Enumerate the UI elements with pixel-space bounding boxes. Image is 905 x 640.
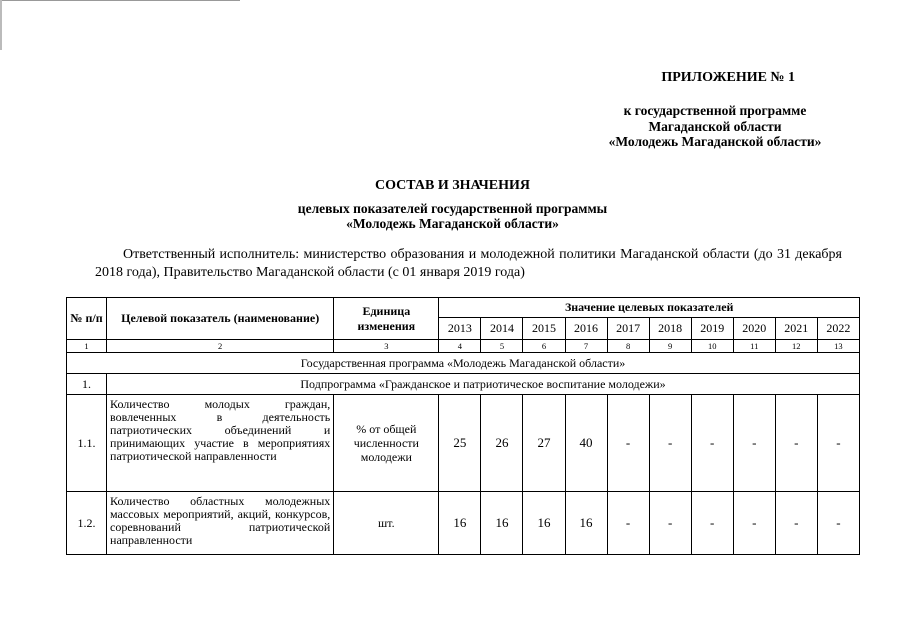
column-index-row: [67, 340, 860, 353]
appendix-line-3: «Молодежь Магаданской области»: [608, 134, 822, 149]
col-index: 2: [107, 340, 334, 353]
subtitle-line-2: «Молодежь Магаданской области»: [346, 216, 559, 231]
col-index: 11: [733, 340, 775, 353]
row-value: -: [775, 395, 817, 492]
row-value: -: [607, 395, 649, 492]
year-2017: 2017: [607, 318, 649, 340]
header-num: № п/п: [67, 298, 107, 340]
col-index: 1: [67, 340, 107, 353]
appendix-heading: [661, 70, 795, 104]
appendix-reference: [590, 103, 840, 150]
col-index: 13: [817, 340, 859, 353]
row-value: 27: [523, 395, 565, 492]
header-unit: Единица изменения: [334, 298, 439, 340]
program-title: Государственная программа «Молодежь Магаданской области»: [67, 353, 860, 374]
year-2019: 2019: [691, 318, 733, 340]
col-index: 3: [334, 340, 439, 353]
row-value: -: [817, 395, 859, 492]
subprogram-title: Подпрограмма «Гражданское и патриотическое воспитание молодежи»: [107, 374, 860, 395]
row-value: -: [607, 492, 649, 555]
header-indicator: Целевой показатель (наименование): [107, 298, 334, 340]
row-indicator: Количество молодых граждан, вовлеченных в деятельность патриотических объединений и принимающих участие в мероприятиях патриотической направленности: [107, 395, 334, 492]
row-value: -: [733, 492, 775, 555]
row-value: -: [733, 395, 775, 492]
year-2018: 2018: [649, 318, 691, 340]
table-row: [67, 492, 860, 555]
table-row: [67, 395, 860, 492]
scan-edge-mark: [0, 0, 2, 50]
col-index: 4: [439, 340, 481, 353]
scan-border-mark: [0, 0, 240, 4]
row-value: 26: [481, 395, 523, 492]
col-index: 8: [607, 340, 649, 353]
row-value: -: [649, 395, 691, 492]
row-value: -: [691, 395, 733, 492]
year-2015: 2015: [523, 318, 565, 340]
year-2020: 2020: [733, 318, 775, 340]
row-value: -: [775, 492, 817, 555]
row-value: 16: [565, 492, 607, 555]
header-row-1: [67, 298, 860, 318]
col-index: 12: [775, 340, 817, 353]
row-value: 16: [481, 492, 523, 555]
row-num: 1.1.: [67, 395, 107, 492]
year-2022: 2022: [817, 318, 859, 340]
appendix-title: ПРИЛОЖЕНИЕ № 1: [661, 70, 795, 85]
program-row: [67, 353, 860, 374]
appendix-line-1: к государственной программе: [623, 103, 807, 118]
row-value: 16: [523, 492, 565, 555]
document-subtitle: [0, 201, 905, 231]
responsible-executor: Ответственный исполнитель: министерство образования и молодежной политики Магаданской области (до 31 декабря 2018 года), Правительство Магаданской области (с 01 января 2019 года): [95, 247, 842, 280]
year-2014: 2014: [481, 318, 523, 340]
col-index: 5: [481, 340, 523, 353]
col-index: 6: [523, 340, 565, 353]
row-value: 25: [439, 395, 481, 492]
document-title: СОСТАВ И ЗНАЧЕНИЯ: [374, 178, 531, 193]
year-2016: 2016: [565, 318, 607, 340]
col-index: 9: [649, 340, 691, 353]
row-value: 16: [439, 492, 481, 555]
row-value: -: [691, 492, 733, 555]
row-num: 1.2.: [67, 492, 107, 555]
col-index: 10: [691, 340, 733, 353]
row-value: -: [649, 492, 691, 555]
year-2013: 2013: [439, 318, 481, 340]
subprogram-num: 1.: [67, 374, 107, 395]
row-unit: % от общей численности молодежи: [334, 395, 439, 492]
indicators-table: [66, 297, 860, 555]
row-unit: шт.: [334, 492, 439, 555]
col-index: 7: [565, 340, 607, 353]
subtitle-line-1: целевых показателей государственной программы: [297, 201, 608, 216]
row-value: -: [817, 492, 859, 555]
header-values: Значение целевых показателей: [439, 298, 860, 318]
appendix-line-2: Магаданской области: [648, 118, 782, 134]
year-2021: 2021: [775, 318, 817, 340]
row-indicator: Количество областных молодежных массовых мероприятий, акций, конкурсов, соревнований патриотической направленности: [107, 492, 334, 555]
row-value: 40: [565, 395, 607, 492]
subprogram-row: [67, 374, 860, 395]
